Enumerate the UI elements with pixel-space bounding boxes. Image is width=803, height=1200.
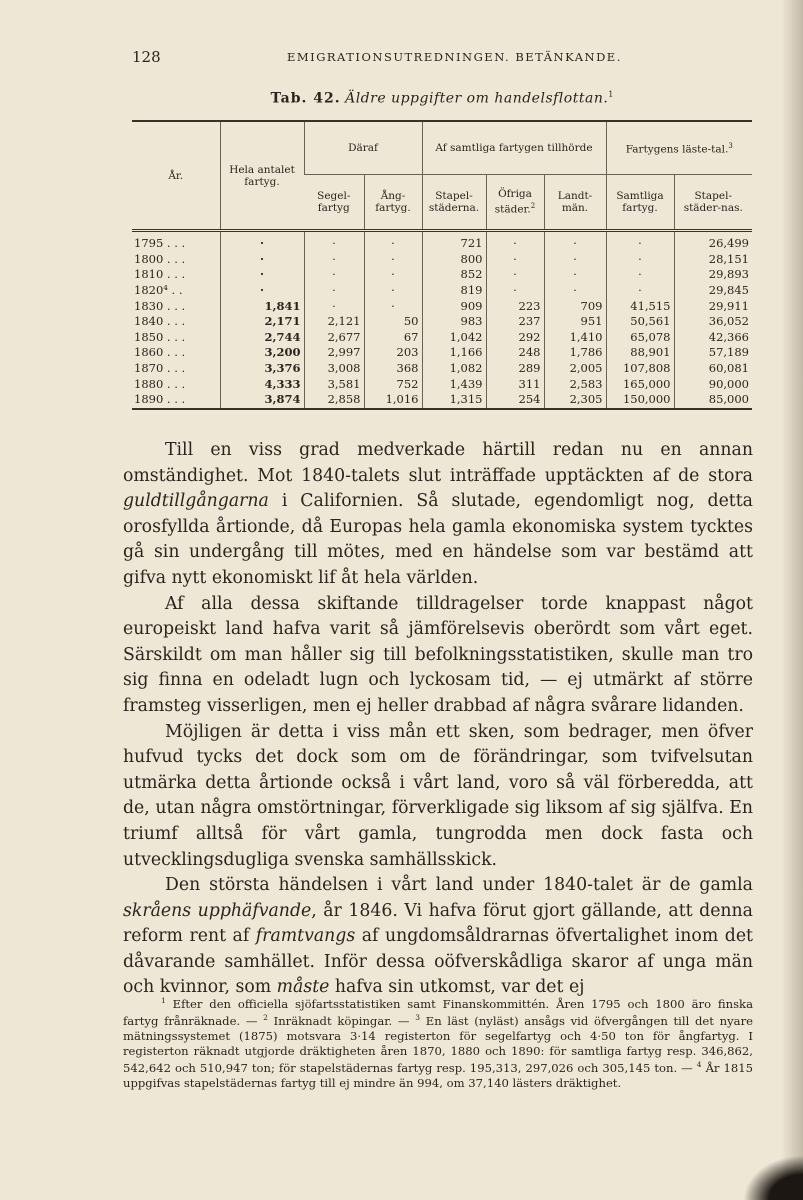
footnote-2: Inräknadt köpingar. —: [267, 1014, 416, 1029]
cell-steam: 67: [364, 330, 422, 346]
cell-staple-towns: 85,000: [674, 392, 752, 409]
cell-steam: 50: [364, 314, 422, 330]
cell-other: 248: [486, 345, 544, 361]
cell-total: ·: [220, 231, 304, 252]
cell-total: 3,376: [220, 361, 304, 377]
footnote-block: [123, 994, 753, 1090]
table-caption: Äldre uppgifter om handelsflottan.: [345, 90, 609, 107]
header-belonging: [422, 121, 606, 175]
cell-all: 41,515: [606, 298, 674, 314]
cell-total: 3,200: [220, 345, 304, 361]
footnote-2-mark: 2: [263, 1013, 268, 1023]
cell-staple-towns: 42,366: [674, 330, 752, 346]
header-other-note: 2: [530, 202, 536, 211]
header-staple: Stapel-städerna.: [422, 175, 486, 231]
cell-staple: 1,166: [422, 345, 486, 361]
cell-country: 2,583: [544, 376, 606, 392]
cell-country: ·: [544, 267, 606, 283]
cell-steam: ·: [364, 231, 422, 252]
cell-year: 1850 . . .: [134, 329, 186, 344]
header-country: Landt-män.: [544, 175, 606, 231]
paragraph-4-text-b: , år 1846. Vi hafva förut gjort gällande, att denna reform rent af: [123, 900, 753, 947]
cell-year: 1810 . . .: [134, 267, 186, 282]
cell-staple-towns: 26,499: [674, 231, 752, 252]
cell-staple: 852: [422, 267, 486, 283]
cell-steam: 752: [364, 376, 422, 392]
paragraph-4: [123, 873, 753, 1001]
cell-all: 150,000: [606, 392, 674, 409]
italic-maste: måste: [276, 977, 330, 998]
cell-staple-towns: 57,189: [674, 345, 752, 361]
cell-all: 65,078: [606, 330, 674, 346]
cell-sail: ·: [304, 252, 364, 268]
table-row: [132, 314, 752, 330]
cell-steam: ·: [364, 283, 422, 299]
cell-country: 951: [544, 314, 606, 330]
cell-steam: ·: [364, 298, 422, 314]
cell-staple: 800: [422, 252, 486, 268]
paragraph-1-text-b: i Californien. Så slutade, egendomligt nog, detta orosfyllda årtionde, då Europas hela gamla ekonomiska system tycktes gå sin undergång till mötes, med en händelse som var bestämd att gifva nytt ekonomiskt lif åt hela världen.: [123, 491, 753, 588]
header-staple-towns: Stapel-städer-nas.: [674, 175, 752, 231]
table-row: [132, 345, 752, 361]
footnote-3: En läst (nyläst) ansågs vid öfvergången till det nyare mätningssystemet (1875) motsvara 3·14 registerton för segelfartyg och 4·50 ton för ångfartyg. I registerton räknadt utgjorde dräktigheten åren 1870, 1880 och 1890: för samtliga fartyg resp. 346,862, 542,642 och 510,947 ton; för stapelstädernas fartyg resp. 195,313, 297,026 och 305,145 ton. —: [123, 1014, 753, 1075]
cell-steam: 203: [364, 345, 422, 361]
table-row: [132, 392, 752, 409]
cell-all: ·: [606, 283, 674, 299]
cell-staple: 1,042: [422, 330, 486, 346]
cell-all: 165,000: [606, 376, 674, 392]
table-row: [132, 252, 752, 268]
header-steam: Ång-fartyg.: [364, 175, 422, 231]
table-row: [132, 283, 752, 299]
paragraph-1-text-a: Till en viss grad medverkade härtill redan nu en annan omständighet. Mot 1840-talets slut inträffade upptäckten af de stora: [123, 440, 753, 486]
table-title: [132, 90, 752, 107]
cell-year: 1840 . . .: [134, 314, 186, 329]
cell-steam: 1,016: [364, 392, 422, 409]
cell-staple-towns: 29,845: [674, 283, 752, 299]
cell-staple: 721: [422, 231, 486, 252]
cell-total: 2,171: [220, 314, 304, 330]
paragraph-4-text-c: af ungdomsåldrarnas öfvertalighet inom det dåvarande samhället. Inför dessa oöfverskådliga skaror af unga män och kvinnor, som: [123, 926, 753, 998]
header-other-text: Öfriga städer.: [494, 188, 532, 216]
cell-total: 3,874: [220, 392, 304, 409]
cell-staple: 819: [422, 283, 486, 299]
cell-all: ·: [606, 252, 674, 268]
table-label: Tab. 42.: [270, 90, 341, 107]
cell-country: 2,305: [544, 392, 606, 409]
cell-total: ·: [220, 267, 304, 283]
cell-other: 237: [486, 314, 544, 330]
cell-staple: 1,439: [422, 376, 486, 392]
cell-country: ·: [544, 283, 606, 299]
cell-staple: 909: [422, 298, 486, 314]
cell-sail: 2,121: [304, 314, 364, 330]
footnote-1-mark: 1: [161, 996, 166, 1005]
cell-country: ·: [544, 231, 606, 252]
page-number: 128: [132, 48, 161, 66]
cell-year: 1890 . . .: [132, 392, 220, 409]
cell-sail: 3,008: [304, 361, 364, 377]
cell-year: 1800 . . .: [134, 251, 186, 266]
cell-sail: 2,997: [304, 345, 364, 361]
header-of-which: Däraf: [304, 121, 422, 175]
cell-staple: 1,082: [422, 361, 486, 377]
cell-staple-towns: 90,000: [674, 376, 752, 392]
cell-other: 254: [486, 392, 544, 409]
paragraph-4-text-a: Den största händelsen i vårt land under 1840-talet är de gamla: [165, 875, 753, 896]
cell-other: 223: [486, 298, 544, 314]
cell-staple: 983: [422, 314, 486, 330]
cell-total: ·: [220, 283, 304, 299]
cell-country: 1,786: [544, 345, 606, 361]
cell-year: 1795 . . .: [134, 236, 186, 251]
cell-all: ·: [606, 231, 674, 252]
italic-skraens: skråens upphäfvande: [123, 900, 312, 921]
cell-total: 4,333: [220, 376, 304, 392]
cell-staple: 1,315: [422, 392, 486, 409]
cell-steam: 368: [364, 361, 422, 377]
cell-year: 1860 . . .: [134, 345, 186, 360]
cell-year: 1880 . . .: [134, 376, 186, 391]
cell-other: 311: [486, 376, 544, 392]
italic-guldtillgangarna: guldtillgångarna: [123, 491, 269, 512]
cell-year: 1820⁴ . .: [134, 283, 183, 298]
header-all: Samtliga fartyg.: [606, 175, 674, 231]
table-body: [132, 231, 752, 409]
cell-other: 289: [486, 361, 544, 377]
cell-sail: ·: [304, 298, 364, 314]
cell-total: ·: [220, 252, 304, 268]
header-belonging-text: Af samtliga fartygen tillhörde: [435, 142, 593, 154]
cell-other: ·: [486, 252, 544, 268]
header-total: Hela antalet fartyg.: [220, 121, 304, 231]
cell-country: ·: [544, 252, 606, 268]
cell-staple-towns: 29,893: [674, 267, 752, 283]
running-title: EMIGRATIONSUTREDNINGEN. BETÄNKANDE.: [287, 50, 622, 64]
footnote-4: År 1815 uppgifvas stapelstädernas fartyg till ej mindre än 994, om 37,140 lästers dräktighet.: [123, 1060, 754, 1090]
table-row: [132, 231, 752, 252]
scan-thumb-shadow: [743, 1155, 803, 1200]
cell-sail: 2,858: [304, 392, 364, 409]
cell-sail: ·: [304, 231, 364, 252]
cell-staple-towns: 60,081: [674, 361, 752, 377]
cell-steam: ·: [364, 267, 422, 283]
footnote-1: Efter den officiella sjöfartsstatistiken samt Finanskommittén. Åren 1795 och 1800 äro finska fartyg frånräknade. —: [123, 996, 753, 1029]
italic-framtvangs: framtvangs: [255, 926, 356, 947]
table-row: [132, 298, 752, 314]
header-tonnage-note: 3: [728, 142, 733, 151]
cell-sail: 3,581: [304, 376, 364, 392]
footnotes: [123, 994, 753, 1090]
page-edge-shadow: [781, 0, 803, 1200]
cell-year: 1870 . . .: [134, 361, 186, 376]
cell-staple-towns: 36,052: [674, 314, 752, 330]
paragraph-1: [123, 438, 753, 592]
cell-all: 50,561: [606, 314, 674, 330]
cell-country: 2,005: [544, 361, 606, 377]
cell-country: 1,410: [544, 330, 606, 346]
paragraph-4-text-d: hafva sin utkomst, var det ej: [329, 977, 585, 998]
cell-all: 107,808: [606, 361, 674, 377]
cell-other: ·: [486, 267, 544, 283]
cell-other: 292: [486, 330, 544, 346]
cell-steam: ·: [364, 252, 422, 268]
footnote-3-mark: 3: [415, 1013, 421, 1023]
table-row: [132, 267, 752, 283]
cell-sail: ·: [304, 283, 364, 299]
cell-total: 2,744: [220, 330, 304, 346]
paragraph-2: Af alla dessa skiftande tilldragelser torde knappast något europeiskt land hafva varit så jämförelsevis oberördt som vårt eget. Särskildt om man håller sig till befolkningsstatistiken, skulle man tro sig finna en odeladt lugn och lyckosam tid, — ej utmärkt af större framsteg visserligen, men ej heller drabbad af några svårare lidanden.: [123, 593, 753, 716]
cell-other: ·: [486, 283, 544, 299]
header-tonnage-text: Fartygens läste-tal.: [625, 143, 729, 156]
paragraph-3: Möjligen är detta i viss mån ett sken, som bedrager, men öfver hufvud tycks det dock som om de förändringar, som tvifvelsutan utmärka detta årtionde också i vårt land, voro så väl förberedda, att de, utan några omstörtningar, förverkligade sig liksom af sig själfva. En triumf alltså för vårt gamla, tungrodda men dock fasta och utvecklingsdugliga svenska samhällsskick.: [123, 721, 753, 870]
table-row: [132, 376, 752, 392]
header-sail: Segel-fartyg: [304, 175, 364, 231]
table-header: [132, 121, 752, 231]
body-text: [123, 438, 753, 1001]
cell-other: ·: [486, 231, 544, 252]
table-row: [132, 361, 752, 377]
header-year: År.: [132, 121, 220, 231]
cell-all: ·: [606, 267, 674, 283]
table-row: [132, 330, 752, 346]
table-caption-note: 1: [608, 90, 614, 99]
cell-sail: 2,677: [304, 330, 364, 346]
cell-sail: ·: [304, 267, 364, 283]
cell-total: 1,841: [220, 298, 304, 314]
cell-staple-towns: 28,151: [674, 252, 752, 268]
cell-year: 1830 . . .: [134, 298, 186, 313]
cell-all: 88,901: [606, 345, 674, 361]
cell-staple-towns: 29,911: [674, 298, 752, 314]
merchant-fleet-table: [132, 120, 752, 410]
header-tonnage: [606, 121, 752, 175]
cell-country: 709: [544, 298, 606, 314]
header-other: [486, 175, 544, 231]
footnote-4-mark: 4: [696, 1060, 702, 1070]
